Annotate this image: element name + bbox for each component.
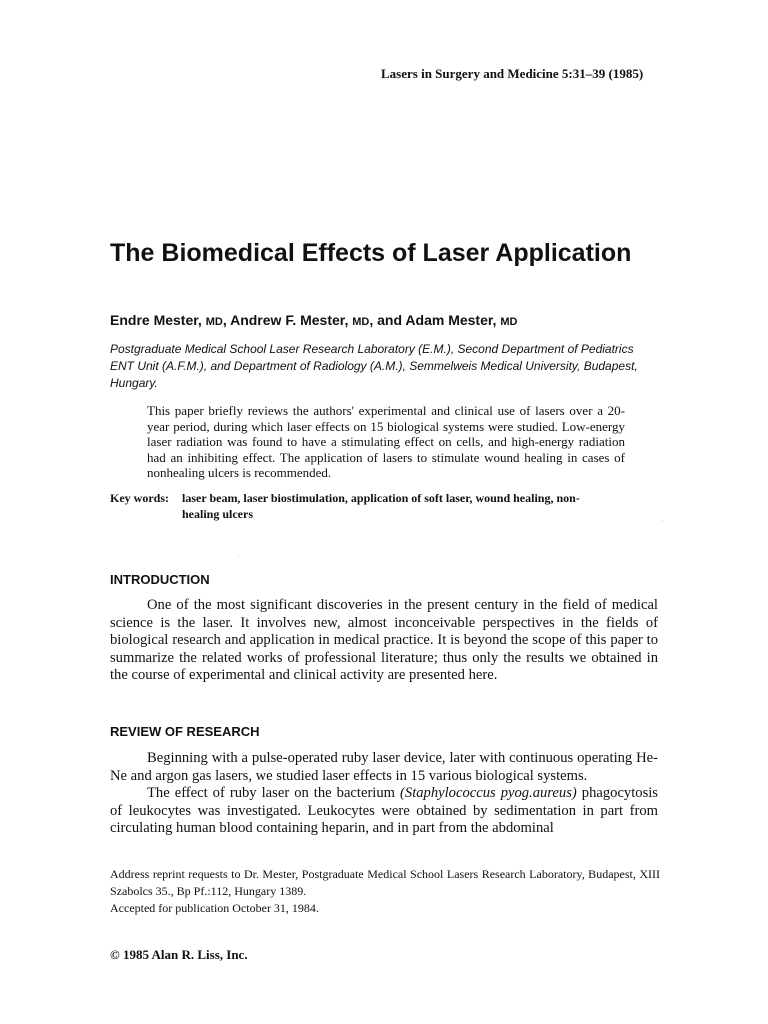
paragraph: One of the most significant discoveries in the present century in the field of medical science is the laser. It involves new, almost inconceivable perspectives in the fields of biological research and application in medical practice. It is beyond the scope of this paper to summarize the related works of professional literature; thus only the results we obtained in the course of experimental and clinical activity are presented here. bbox=[110, 597, 658, 683]
author-degree: MD bbox=[500, 316, 518, 328]
keywords-text-continued: healing ulcers bbox=[182, 507, 253, 521]
author-degree: MD bbox=[352, 316, 370, 328]
footnote bbox=[110, 866, 660, 917]
author-name: Endre Mester, bbox=[110, 312, 202, 328]
keywords bbox=[110, 490, 658, 522]
abstract: This paper briefly reviews the authors' experimental and clinical use of lasers over a 20-year period, during which laser effects on 15 biological systems were studied. Low-energy laser radiation was found to have a stimulating effect on cells, and high-energy radiation had an inhibiting effect. The application of lasers to stimulate wound healing in cases of nonhealing ulcers is recommended. bbox=[147, 403, 625, 480]
text-run: phagocytosis of leukocytes was investigated. Leukocytes were obtained by sedimentation in part from circulating human blood containing heparin, and in part from the abdominal bbox=[110, 785, 658, 836]
accepted-date: Accepted for publication October 31, 1984. bbox=[110, 901, 319, 915]
author-name: Adam Mester, bbox=[405, 312, 497, 328]
scan-speck bbox=[662, 520, 663, 521]
article-title: The Biomedical Effects of Laser Application bbox=[110, 239, 632, 267]
species-name: (Staphylococcus pyog.aureus) bbox=[400, 785, 577, 801]
author-name: Andrew F. Mester, bbox=[230, 312, 349, 328]
paragraph: Beginning with a pulse-operated ruby laser device, later with continuous operating He-Ne and argon gas lasers, we studied laser effects in 15 various biological systems. bbox=[110, 750, 658, 784]
paragraph bbox=[110, 785, 658, 838]
keywords-label: Key words: bbox=[110, 491, 169, 505]
section-heading-introduction: INTRODUCTION bbox=[110, 572, 210, 587]
journal-reference: Lasers in Surgery and Medicine 5:31–39 (1985) bbox=[381, 66, 644, 81]
review-body bbox=[110, 750, 658, 838]
keywords-text: laser beam, laser biostimulation, application of soft laser, wound healing, non- bbox=[182, 491, 580, 505]
author-separator: , bbox=[222, 312, 231, 328]
author-affiliation: Postgraduate Medical School Laser Research Laboratory (E.M.), Second Department of Pediatrics ENT Unit (A.F.M.), and Department of Radiology (A.M.), Semmelweis Medical University, Budapest, Hungary. bbox=[110, 342, 638, 390]
copyright-notice: © 1985 Alan R. Liss, Inc. bbox=[110, 947, 248, 962]
scan-speck bbox=[238, 556, 239, 557]
author-degree: MD bbox=[205, 316, 223, 328]
reprint-address: Address reprint requests to Dr. Mester, Postgraduate Medical School Lasers Research Laboratory, Budapest, XIII Szabolcs 35., Bp Pf.:112, Hungary 1389. bbox=[110, 867, 660, 898]
introduction-body bbox=[110, 597, 658, 685]
author-separator: , and bbox=[369, 312, 406, 328]
text-run: The effect of ruby laser on the bacterium bbox=[147, 785, 401, 801]
section-heading-review-of-research: REVIEW OF RESEARCH bbox=[110, 724, 260, 739]
author-list bbox=[110, 312, 670, 328]
